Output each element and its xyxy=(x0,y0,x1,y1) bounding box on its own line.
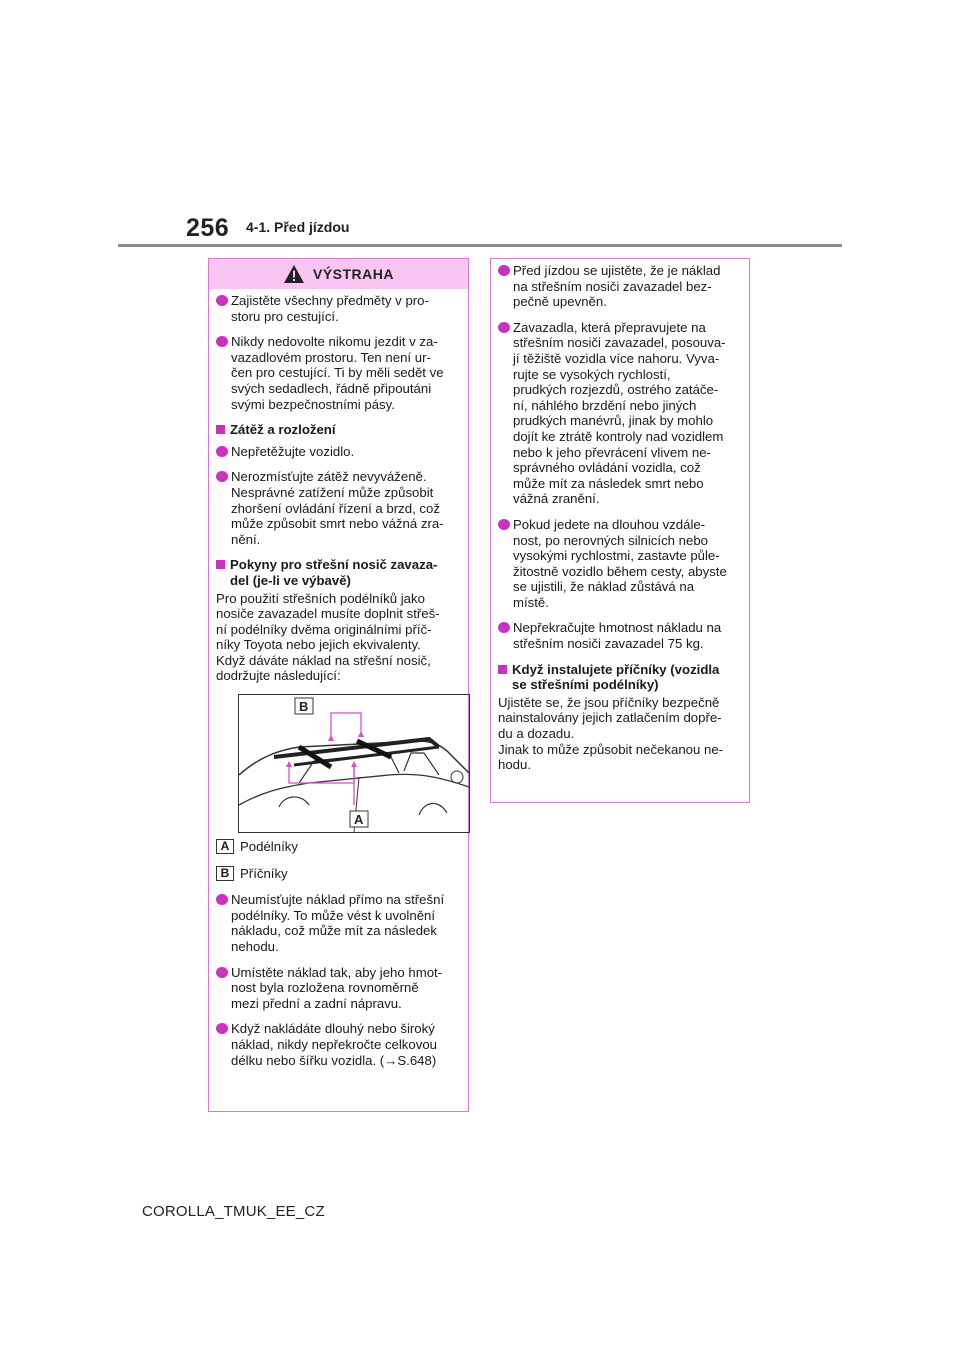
figure-label-b: B xyxy=(299,699,309,715)
warning-content-right xyxy=(491,259,749,773)
subheading-load: Zátěž a rozložení xyxy=(216,422,462,438)
bullet-text: Nepřetěžujte vozidlo. xyxy=(231,443,355,459)
bullet-icon xyxy=(216,471,228,482)
legend-text: Příčníky xyxy=(240,865,288,881)
figure-label-a: A xyxy=(354,812,364,828)
list-item xyxy=(216,444,462,460)
warning-content-left xyxy=(209,289,468,1068)
list-item xyxy=(498,517,743,611)
car-roof-rack-illustration xyxy=(239,695,469,832)
list-item xyxy=(498,320,743,507)
footer-model-code: COROLLA_TMUK_EE_CZ xyxy=(142,1203,325,1220)
list-item xyxy=(216,1021,462,1068)
roof-rack-paragraph: Pro použití střešních podélníků jako nosiče zavazadel musíte doplnit střeš- ní podélníky dvěma originálními příč- níky Toyota nebo jejich ekvivalenty. Když dáváte náklad na střešní nosič, dodržujte následující: xyxy=(216,590,440,684)
bullet-icon xyxy=(216,446,228,457)
warning-triangle-icon xyxy=(283,264,305,284)
list-item xyxy=(216,334,462,412)
list-item xyxy=(216,469,462,547)
bullet-text: Nepřekračujte hmotnost nákladu na střešním nosiči zavazadel 75 kg. xyxy=(513,620,722,652)
bullet-text: Nikdy nedovolte nikomu jezdit v za- vazadlovém prostoru. Ten není ur- čen pro cestující. Ti by měli sedět ve svých sedadlech, řádně připoutáni svými bezpečnostními pásy. xyxy=(231,334,444,412)
bullet-icon xyxy=(216,967,228,978)
list-item xyxy=(216,892,462,954)
bullet-icon xyxy=(498,322,510,333)
bullet-icon xyxy=(498,265,510,276)
roof-rack-figure xyxy=(238,694,470,833)
bullet-icon xyxy=(216,894,228,905)
subheading-crossbars: Když instalujete příčníky (vozidla se střešními podélníky) xyxy=(498,662,743,693)
bullet-text: Zavazadla, která přepravujete na střešním nosiči zavazadel, posouva- jí těžiště vozidla více nahoru. Vyva- rujte se vysokých rychlostí, prudkých rozjezdů, ostrého zatáče- ní, náhlého brzdění nebo jiných prudkých manévrů, jinak by mohlo dojít ke ztrátě kontroly nad vozidlem nebo k jeho převrácení vlivem ne- správného ovládání vozidla, což může mít za následek smrt nebo vážná zranění. xyxy=(513,319,726,507)
bullet-text: Neumísťujte náklad přímo na střešní podélníky. To může vést k uvolnění nákladu, což může mít za následek nehodu. xyxy=(231,892,445,955)
legend-row-b xyxy=(216,866,462,882)
bullet-icon xyxy=(498,519,510,530)
square-bullet-icon xyxy=(216,560,225,569)
bullet-icon xyxy=(498,622,510,633)
warning-box-left xyxy=(208,258,469,1112)
bullet-text: Před jízdou se ujistěte, že je náklad na střešním nosiči zavazadel bez- pečně upevněn. xyxy=(513,263,721,310)
crossbars-paragraph: Ujistěte se, že jsou příčníky bezpečně nainstalovány jejich zatlačením dopře- du a dozadu. Jinak to může způsobit nečekanou ne- hodu. xyxy=(498,694,724,773)
list-item xyxy=(498,620,743,651)
page-number: 256 xyxy=(186,214,230,242)
bullet-text: Když nakládáte dlouhý nebo široký náklad, nikdy nepřekročte celkovou délku nebo šířku vozidla. (→S.648) xyxy=(231,1021,437,1068)
bullet-text: Umístěte náklad tak, aby jeho hmot- nost byla rozložena rovnoměrně mezi přední a zadní nápravu. xyxy=(231,964,443,1011)
bullet-text: Zajistěte všechny předměty v pro- storu pro cestující. xyxy=(231,293,429,324)
header-rule xyxy=(118,244,842,247)
legend-row-a xyxy=(216,839,462,855)
subheading-roof-rack: Pokyny pro střešní nosič zavaza- del (je-li ve výbavě) xyxy=(216,557,462,588)
warning-box-right xyxy=(490,258,750,803)
bullet-icon xyxy=(216,295,228,306)
square-bullet-icon xyxy=(216,425,225,434)
legend-letter: B xyxy=(216,866,234,881)
list-item xyxy=(216,293,462,324)
list-item xyxy=(216,965,462,1012)
bullet-text: Pokud jedete na dlouhou vzdále- nost, po nerovných silnicích nebo vysokými rychlostmi, zastavte půle- žitostně vozidlo během cesty, abyste se ujistili, že náklad zůstává na místě. xyxy=(513,516,727,610)
legend-text: Podélníky xyxy=(240,839,298,855)
bullet-icon xyxy=(216,1023,228,1034)
legend-letter: A xyxy=(216,839,234,854)
square-bullet-icon xyxy=(498,665,507,674)
section-title: 4-1. Před jízdou xyxy=(246,219,350,235)
warning-header xyxy=(209,259,468,289)
list-item xyxy=(498,263,743,310)
warning-title: VÝSTRAHA xyxy=(312,266,394,282)
bullet-icon xyxy=(216,336,228,347)
bullet-text: Nerozmísťujte zátěž nevyváženě. Nesprávné zatížení může způsobit zhoršení ovládání řízení a brzd, což může způsobit smrt nebo vážná zra- nění. xyxy=(231,469,444,547)
